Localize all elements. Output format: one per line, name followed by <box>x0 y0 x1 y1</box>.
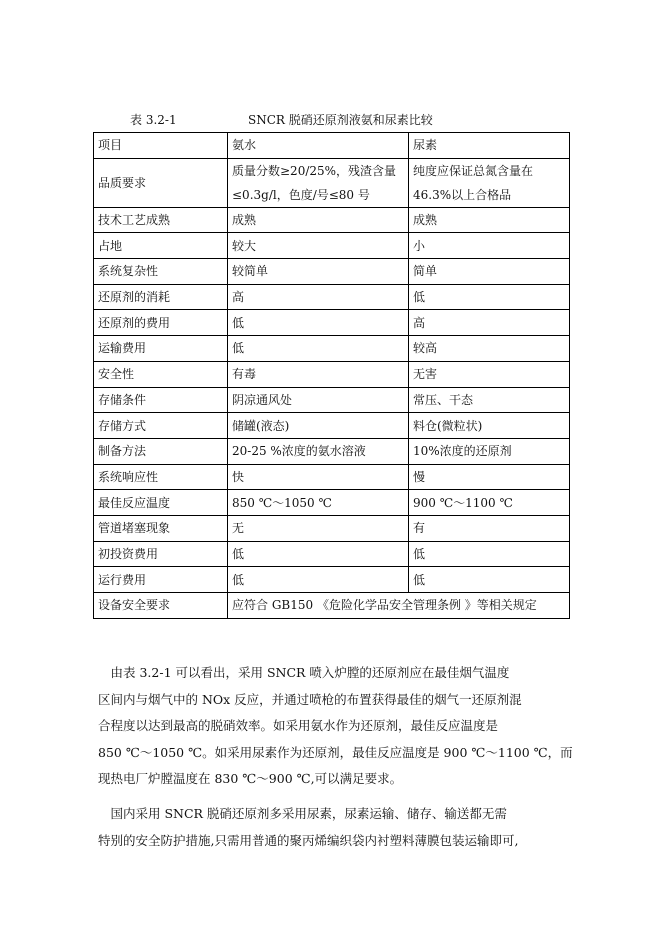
urea-cell: 有 <box>409 515 570 541</box>
ammonia-cell: 快 <box>228 464 409 490</box>
item-cell: 存储方式 <box>94 413 228 439</box>
merged-requirement-cell: 应符合 GB150 《危险化学品安全管理条例 》等相关规定 <box>228 593 570 619</box>
urea-cell: 纯度应保证总氮含量在46.3%以上合格品 <box>409 158 570 207</box>
table-row <box>94 541 570 567</box>
table-row <box>94 336 570 362</box>
table-row <box>94 413 570 439</box>
paragraph-line: 由表 3.2-1 可以看出，采用 SNCR 喷入炉膛的还原剂应在最佳烟气温度 <box>98 665 510 680</box>
table-row <box>94 361 570 387</box>
urea-cell: 900 ℃～1100 ℃ <box>409 490 570 516</box>
urea-cell: 成熟 <box>409 207 570 233</box>
item-cell: 占地 <box>94 233 228 259</box>
urea-cell: 无害 <box>409 361 570 387</box>
table-row <box>94 284 570 310</box>
ammonia-cell: 成熟 <box>228 207 409 233</box>
paragraph-line: 现热电厂炉膛温度在 830 ℃～900 ℃,可以满足要求。 <box>98 771 403 786</box>
item-cell: 系统复杂性 <box>94 259 228 285</box>
table-row <box>94 387 570 413</box>
ammonia-cell: 低 <box>228 541 409 567</box>
paragraph-line: 特别的安全防护措施,只需用普通的聚丙烯编织袋内衬塑料薄膜包装运输即可, <box>98 832 519 848</box>
item-cell: 运输费用 <box>94 336 228 362</box>
urea-cell: 低 <box>409 284 570 310</box>
item-cell: 品质要求 <box>94 158 228 207</box>
urea-cell: 常压、干态 <box>409 387 570 413</box>
table-row <box>94 207 570 233</box>
urea-cell: 较高 <box>409 336 570 362</box>
urea-cell: 料仓(微粒状) <box>409 413 570 439</box>
ammonia-cell: 较大 <box>228 233 409 259</box>
ammonia-cell: 850 ℃～1050 ℃ <box>228 490 409 516</box>
table-row <box>94 515 570 541</box>
paragraph-analysis <box>98 660 573 793</box>
urea-cell: 小 <box>409 233 570 259</box>
table-row <box>94 259 570 285</box>
table-row <box>94 233 570 259</box>
item-cell: 管道堵塞现象 <box>94 515 228 541</box>
ammonia-cell: 质量分数≥20/25%，残渣含量≤0.3g/l，色度/号≤80 号 <box>228 158 409 207</box>
item-cell: 设备安全要求 <box>94 593 228 619</box>
urea-cell: 简单 <box>409 259 570 285</box>
paragraph-line: 合程度以达到最高的脱硝效率。如采用氨水作为还原剂，最佳反应温度是 <box>98 718 499 733</box>
urea-cell: 高 <box>409 310 570 336</box>
table-header-row <box>94 133 570 159</box>
ammonia-cell: 较简单 <box>228 259 409 285</box>
item-cell: 系统响应性 <box>94 464 228 490</box>
caption-title: SNCR 脱硝还原剂液氨和尿素比较 <box>248 113 433 127</box>
comparison-table <box>93 132 570 619</box>
table-row <box>94 310 570 336</box>
item-cell: 存储条件 <box>94 387 228 413</box>
urea-cell: 慢 <box>409 464 570 490</box>
urea-cell: 10%浓度的还原剂 <box>409 438 570 464</box>
caption-number: 表 3.2-1 <box>130 113 177 127</box>
urea-cell: 低 <box>409 541 570 567</box>
item-cell: 还原剂的费用 <box>94 310 228 336</box>
table-row <box>94 464 570 490</box>
ammonia-cell: 有毒 <box>228 361 409 387</box>
ammonia-cell: 20-25 %浓度的氨水溶液 <box>228 438 409 464</box>
item-cell: 初投资费用 <box>94 541 228 567</box>
paragraph-line: 850 ℃～1050 ℃。如采用尿素作为还原剂，最佳反应温度是 900 ℃～1100 ℃，而 <box>98 744 573 760</box>
table-row <box>94 567 570 593</box>
header-cell-urea: 尿素 <box>409 133 570 159</box>
item-cell: 安全性 <box>94 361 228 387</box>
header-cell-ammonia: 氨水 <box>228 133 409 159</box>
item-cell: 最佳反应温度 <box>94 490 228 516</box>
ammonia-cell: 低 <box>228 310 409 336</box>
item-cell: 运行费用 <box>94 567 228 593</box>
urea-cell: 低 <box>409 567 570 593</box>
table-row <box>94 438 570 464</box>
paragraph-line: 国内采用 SNCR 脱硝还原剂多采用尿素，尿素运输、储存、输送都无需 <box>98 806 507 821</box>
table-row <box>94 490 570 516</box>
paragraph-line: 区间内与烟气中的 NOx 反应，并通过喷枪的布置获得最佳的烟气一还原剂混 <box>98 691 522 707</box>
ammonia-cell: 储罐(液态) <box>228 413 409 439</box>
paragraph-domestic <box>98 801 568 854</box>
ammonia-cell: 低 <box>228 567 409 593</box>
header-cell-item: 项目 <box>94 133 228 159</box>
ammonia-cell: 阴凉通风处 <box>228 387 409 413</box>
item-cell: 还原剂的消耗 <box>94 284 228 310</box>
table-row <box>94 593 570 619</box>
item-cell: 制备方法 <box>94 438 228 464</box>
ammonia-cell: 低 <box>228 336 409 362</box>
ammonia-cell: 无 <box>228 515 409 541</box>
item-cell: 技术工艺成熟 <box>94 207 228 233</box>
ammonia-cell: 高 <box>228 284 409 310</box>
table-caption <box>130 111 433 128</box>
table-row <box>94 158 570 207</box>
